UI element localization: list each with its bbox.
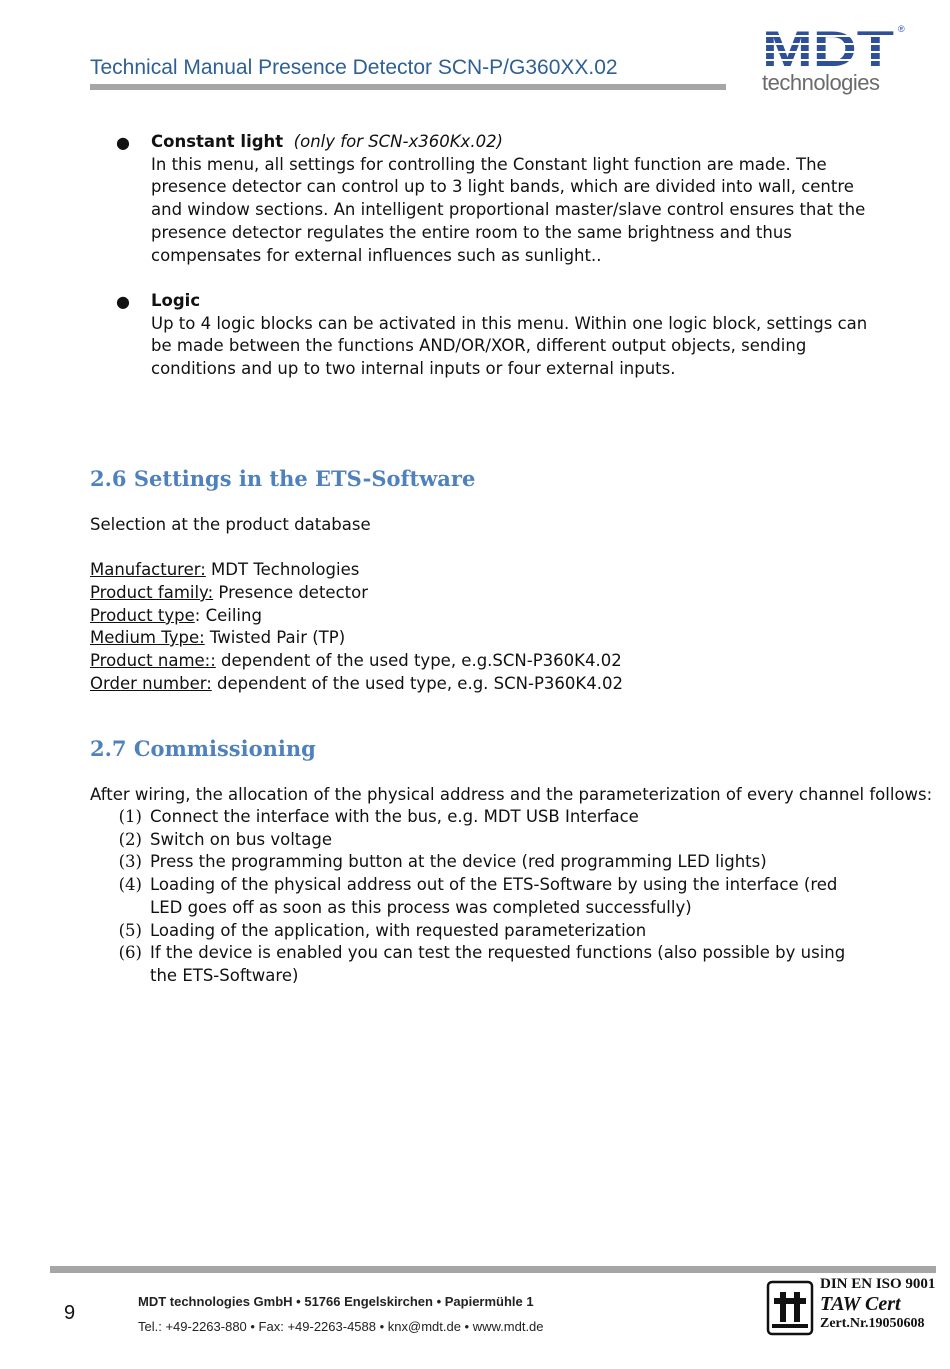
certification [820,1276,935,1332]
info-row-order-number [90,673,623,696]
info-value: MDT Technologies [205,560,360,579]
footer-contact: Tel.: +49-2263-880 • Fax: +49-2263-4588 • knx@mdt.de • www.mdt.de [138,1319,544,1334]
registered-mark: ® [898,24,905,34]
bullet-text: Up to 4 logic blocks can be activated in this menu. Within one logic block, settings can be made between the functions AND/OR/XOR, different output objects, sending conditions and up to two internal inputs or four external inputs. [151,313,868,379]
list-item [90,806,880,829]
step-number: (1) [118,807,142,826]
info-label: Medium Type: [90,628,205,647]
info-label: Product name:: [90,651,216,670]
list-item [90,851,880,874]
bullet-title: Logic [151,291,201,310]
step-number: (5) [118,920,142,940]
mdt-logo-brand: MDT [762,24,894,77]
cert-body: TAW Cert [820,1293,901,1315]
list-item [90,942,880,987]
list-item [90,874,880,919]
cert-number: Zert.Nr.19050608 [820,1316,925,1331]
document-title: Technical Manual Presence Detector SCN-P/G360XX.02 [90,56,618,79]
cert-standard: DIN EN ISO 9001 [820,1276,936,1292]
list-item [90,829,880,852]
bullet-constant-light [151,131,871,267]
info-value: dependent of the used type, e.g. SCN-P360K4.02 [211,674,623,693]
info-row-product-family [90,582,368,605]
step-number: (4) [118,875,142,895]
bullet-icon: ● [116,292,130,311]
bullet-icon: ● [116,133,130,152]
info-label: Product type [90,606,195,625]
info-value: dependent of the used type, e.g.SCN-P360K4.02 [215,651,622,670]
mdt-logo-sub: technologies [762,70,880,95]
footer-rule [50,1266,936,1273]
step-text: Connect the interface with the bus, e.g. MDT USB Interface [150,807,639,826]
info-value: Twisted Pair (TP) [204,628,346,647]
section-intro: Selection at the product database [90,515,371,534]
taw-cert-icon [766,1280,814,1336]
info-value: Presence detector [213,583,369,602]
bullet-title: Constant light [151,132,284,151]
info-row-manufacturer [90,559,359,582]
step-text: If the device is enabled you can test the requested functions (also possible by using the ETS-Software) [150,943,846,985]
step-text: Loading of the application, with requested parameterization [150,920,647,940]
header-rule [90,84,726,90]
info-label: Order number: [90,674,212,693]
footer-company-text: MDT technologies GmbH • 51766 Engelskirchen • Papiermühle 1 [138,1294,534,1309]
section-heading-2-6: 2.6 Settings in the ETS-Software [90,466,476,491]
info-row-medium-type [90,627,345,650]
step-number: (3) [118,852,142,872]
step-text: Press the programming button at the device (red programming LED lights) [150,852,767,872]
section-heading-2-7: 2.7 Commissioning [90,736,316,761]
commissioning-steps [90,806,880,988]
section-intro: After wiring, the allocation of the physical address and the parameterization of every channel follows: [90,785,933,804]
info-label: Manufacturer: [90,560,206,579]
step-number: (6) [118,943,142,963]
step-text: Switch on bus voltage [150,829,333,849]
bullet-logic [151,290,871,381]
info-label: Product family: [90,583,214,602]
info-row-product-name [90,650,622,673]
info-value: : Ceiling [194,606,262,625]
step-text: Loading of the physical address out of the ETS-Software by using the interface (red LED goes off as soon as this process was completed successfully) [150,875,838,917]
step-number: (2) [118,829,142,849]
page-number: 9 [64,1302,76,1324]
bullet-text: In this menu, all settings for controlling the Constant light function are made. The presence detector can control up to 3 light bands, which are divided into wall, centre and window sections. An intelligent proportional master/slave control ensures that the presence detector regulates the entire room to the same brightness and thus compensates for external influences such as sunlight.. [151,154,866,265]
footer-company [138,1294,534,1309]
list-item [90,920,880,943]
bullet-note: (only for SCN-x360Kx.02) [293,132,503,151]
info-row-product-type [90,605,262,628]
